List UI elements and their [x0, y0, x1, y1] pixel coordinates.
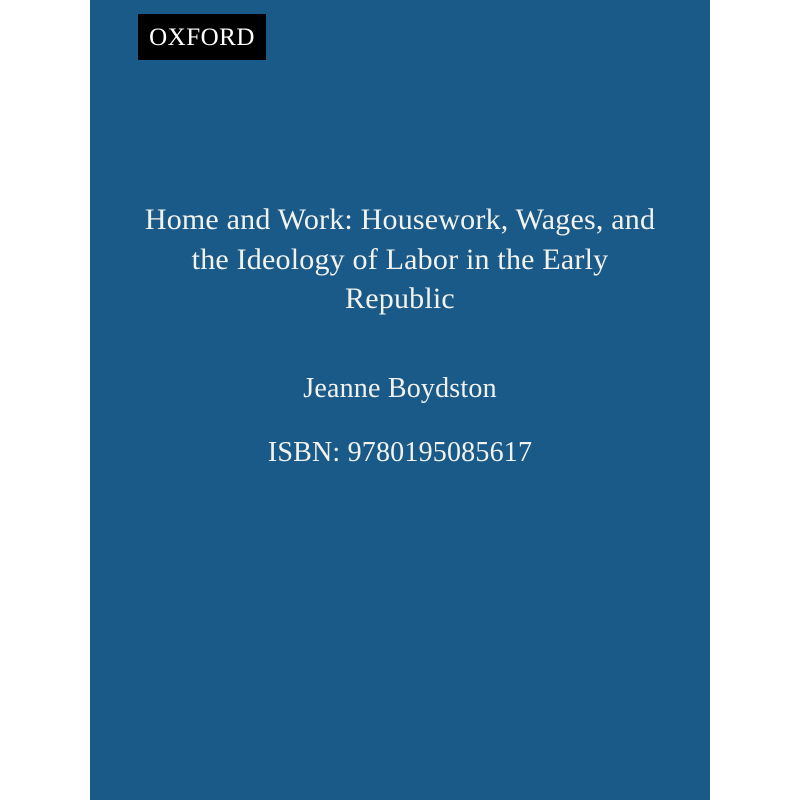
book-cover [90, 0, 710, 800]
cover-text-block [120, 200, 680, 472]
oxford-publisher-logo [138, 14, 266, 60]
book-isbn: ISBN: 9780195085617 [267, 437, 533, 469]
book-author: Jeanne Boydston [303, 372, 497, 404]
publisher-name: OXFORD [149, 23, 255, 51]
book-title: Home and Work: Housework, Wages, and the Ideology of Labor in the Early Republic [144, 203, 656, 316]
